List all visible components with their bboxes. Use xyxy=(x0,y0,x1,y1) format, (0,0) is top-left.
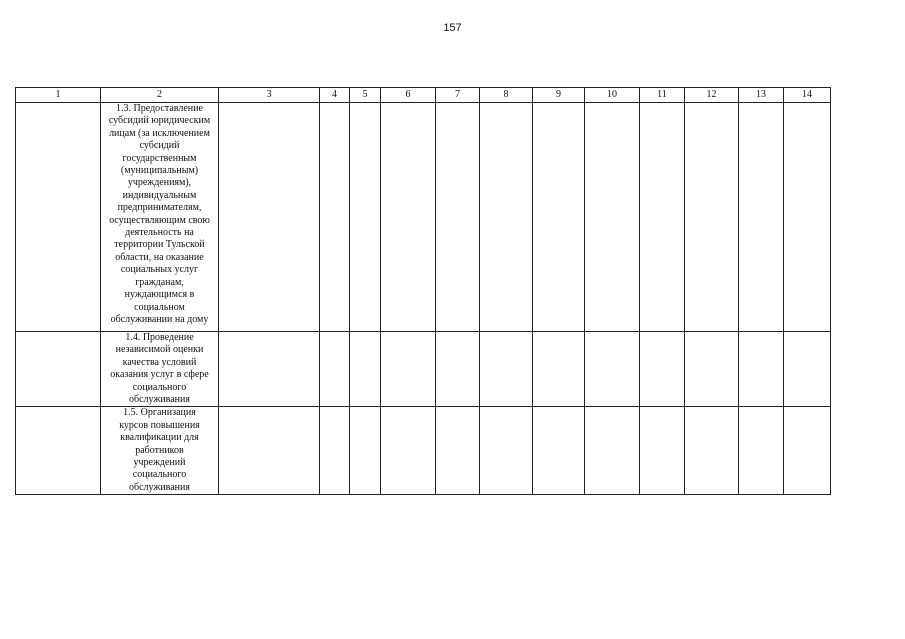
table-cell-empty xyxy=(685,332,739,407)
table-header-row xyxy=(16,88,831,103)
table-cell-empty xyxy=(585,332,640,407)
column-header-3: 3 xyxy=(219,88,320,103)
column-header-12: 12 xyxy=(685,88,739,103)
column-header-10: 10 xyxy=(585,88,640,103)
column-header-2: 2 xyxy=(101,88,219,103)
table-cell-empty xyxy=(685,103,739,332)
table-cell-empty xyxy=(16,407,101,495)
table-cell-empty xyxy=(436,103,480,332)
table-cell-empty xyxy=(381,332,436,407)
table-cell-empty xyxy=(739,332,784,407)
column-header-4: 4 xyxy=(320,88,350,103)
table-cell-empty xyxy=(436,332,480,407)
column-header-13: 13 xyxy=(739,88,784,103)
table-cell-empty xyxy=(533,407,585,495)
table-cell-empty xyxy=(739,103,784,332)
page-number: 157 xyxy=(443,22,462,34)
table-cell-empty xyxy=(219,332,320,407)
table-cell-empty xyxy=(585,103,640,332)
table-cell-empty xyxy=(350,103,381,332)
column-header-11: 11 xyxy=(640,88,685,103)
measure-description-1-4: 1.4. Проведение независимой оценки качества условий оказания услуг в сфере социального обслуживания xyxy=(101,332,219,407)
table-cell-empty xyxy=(533,332,585,407)
measure-description-1-5: 1.5. Организация курсов повышения квалификации для работников учреждений социального обслуживания xyxy=(101,407,219,495)
table-cell-empty xyxy=(320,407,350,495)
table-cell-empty xyxy=(381,407,436,495)
table-cell-empty xyxy=(480,103,533,332)
table-cell-empty xyxy=(784,103,831,332)
table-cell-empty xyxy=(436,407,480,495)
table-cell-empty xyxy=(16,103,101,332)
table-cell-empty xyxy=(585,407,640,495)
table-cell-empty xyxy=(480,407,533,495)
table-cell-empty xyxy=(685,407,739,495)
column-header-5: 5 xyxy=(350,88,381,103)
column-header-6: 6 xyxy=(381,88,436,103)
table-cell-empty xyxy=(640,103,685,332)
table-cell-empty xyxy=(320,103,350,332)
table-cell-empty xyxy=(640,407,685,495)
column-header-7: 7 xyxy=(436,88,480,103)
table-row xyxy=(16,103,831,332)
table-cell-empty xyxy=(640,332,685,407)
table-cell-empty xyxy=(784,332,831,407)
plan-table xyxy=(15,87,831,495)
table-cell-empty xyxy=(350,407,381,495)
column-header-9: 9 xyxy=(533,88,585,103)
table-row xyxy=(16,407,831,495)
table-cell-empty xyxy=(784,407,831,495)
measure-description-1-3: 1.3. Предоставление субсидий юридическим лицам (за исключением субсидий государственным (муниципальным) учреждениям), индивидуальным предпринимателям, осуществляющим свою деятельность на территории Тульской области, на оказание социальных услуг гражданам, нуждающимся в социальном обслуживании на дому xyxy=(101,103,219,332)
table-cell-empty xyxy=(381,103,436,332)
column-header-1: 1 xyxy=(16,88,101,103)
column-header-14: 14 xyxy=(784,88,831,103)
table-row xyxy=(16,332,831,407)
table-cell-empty xyxy=(219,103,320,332)
table-cell-empty xyxy=(219,407,320,495)
column-header-8: 8 xyxy=(480,88,533,103)
table-cell-empty xyxy=(739,407,784,495)
table-cell-empty xyxy=(16,332,101,407)
table-cell-empty xyxy=(480,332,533,407)
table-cell-empty xyxy=(320,332,350,407)
table-cell-empty xyxy=(350,332,381,407)
table-cell-empty xyxy=(533,103,585,332)
